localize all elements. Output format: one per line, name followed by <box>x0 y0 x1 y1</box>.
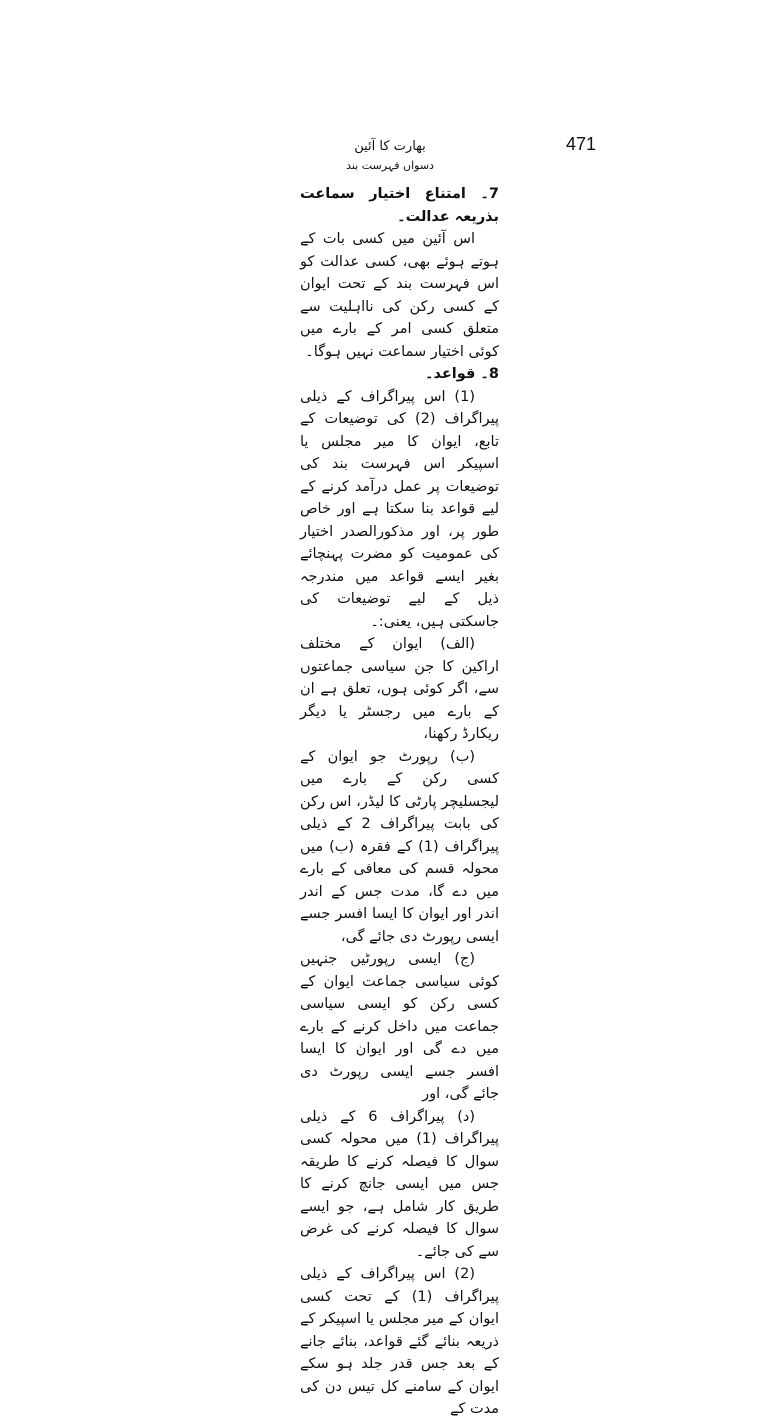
clause-be: (ب) رپورٹ جو ایوان کے کسی رکن کے بارے میں لیجسلیچر پارٹی کا لیڈر، اس رکن کی بابت پیراگراف 2 کے ذیلی پیراگراف (1) کے فقرہ (ب) میں محولہ قسم کی معافی کے بارے میں دے گا، مدت جس کے اندر اندر اور ایوان کا ایسا افسر جسے ایسی رپورٹ دی جائے گی، <box>300 748 500 945</box>
paragraph-8-1-text: (1) اس پیراگراف کے ذیلی پیراگراف (2) کی توضیعات کے تابع، ایوان کا میر مجلس یا اسپیکر اس فہرست بند کی توضیعات پر عمل درآمد کرنے کے لیے قواعد بنا سکتا ہے اور خاص طور پر، اور مذکورالصدر اختیار کی عمومیت کو مضرت پہنچائے بغیر ایسے قواعد میں مندرجہ ذیل کے لیے توضیعات کی جاسکتی ہیں، یعنی:۔ <box>300 388 499 630</box>
page-number: 471 <box>566 134 597 154</box>
clause-dal: (د) پیراگراف 6 کے ذیلی پیراگراف (1) میں محولہ کسی سوال کا فیصلہ کرنے کا طریقہ جس میں ایسی جانچ کرنے کا طریق کار شامل ہے، جو ایسے سوال کا فیصلہ کرنے کی غرض سے کی جائے۔ <box>300 1108 500 1260</box>
running-title: بھارت کا آئین <box>354 139 426 154</box>
paragraph-8-2-text: (2) اس پیراگراف کے ذیلی پیراگراف (1) کے تحت کسی ایوان کے میر مجلس یا اسپیکر کے ذریعہ بنائے گئے قواعد، بنائے جانے کے بعد جس قدر جلد ہو سکے ایوان کے سامنے کل تیس دن کی مدت کے <box>300 1266 499 1417</box>
clause-alif: (الف) ایوان کے مختلف اراکین کا جن سیاسی جماعتوں سے، اگر کوئی ہوں، تعلق ہے ان کے بارے میں رجسٹر یا دیگر ریکارڈ رکھنا، <box>300 636 499 742</box>
section-heading-8: 8۔ قواعد۔ <box>425 366 499 382</box>
section-heading-7: 7۔ امتناع اختیار سماعت بذریعہ عدالت۔ <box>300 186 499 225</box>
paragraph-7-text: اس آئین میں کسی بات کے ہوتے ہوئے بھی، کسی عدالت کو اس فہرست بند کے تحت ایوان کے کسی رکن کی نااہلیت سے متعلق کسی امر کے بارے میں کوئی اختیار سماعت نہیں ہوگا۔ <box>300 231 499 360</box>
body-text <box>300 183 499 1421</box>
clause-jeem: (ج) ایسی رپورٹیں جنہیں کوئی سیاسی جماعت ایوان کے کسی رکن کو ایسی سیاسی جماعت میں داخل کرنے کے بارے میں دے گی اور ایوان کا ایسا افسر جسے ایسی رپورٹ دی جائے گی، اور <box>300 951 499 1102</box>
running-subtitle: دسواں فہرست بند <box>346 159 434 172</box>
